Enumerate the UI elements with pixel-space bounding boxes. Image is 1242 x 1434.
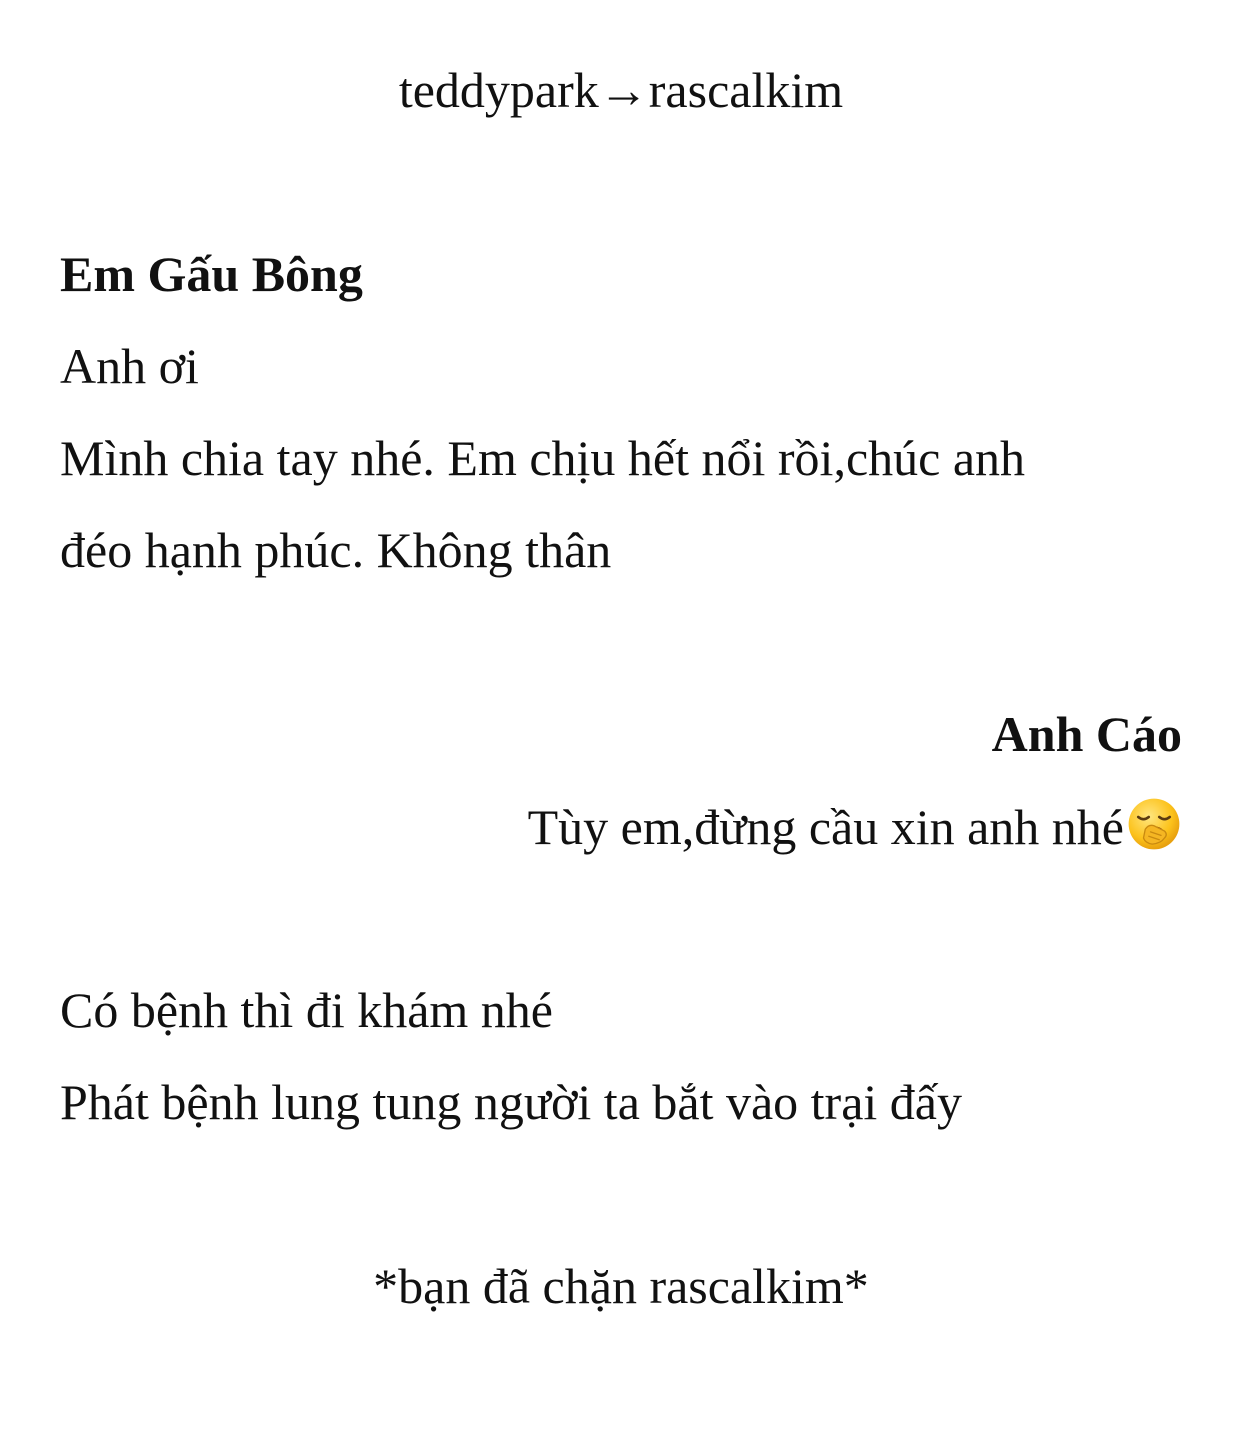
message-line: Có bệnh thì đi khám nhé — [60, 982, 553, 1038]
blocked-status: *bạn đã chặn rascalkim* — [373, 1258, 869, 1314]
message-line: Phát bệnh lung tung người ta bắt vào trại đấy — [60, 1074, 962, 1130]
message-line: Anh ơi — [60, 338, 199, 394]
yawning-face-icon — [1126, 796, 1182, 852]
conversation-title: teddypark→rascalkim — [398, 62, 844, 118]
sender-name-teddy: Em Gấu Bông — [60, 246, 363, 302]
message-line: Mình chia tay nhé. Em chịu hết nổi rồi,chúc anh — [60, 430, 1026, 486]
reply-text: Tùy em,đừng cầu xin anh nhé — [527, 799, 1124, 855]
reply-message — [60, 796, 1182, 857]
sender-name-rascal: Anh Cáo — [991, 706, 1182, 762]
message-line: đéo hạnh phúc. Không thân — [60, 522, 612, 578]
